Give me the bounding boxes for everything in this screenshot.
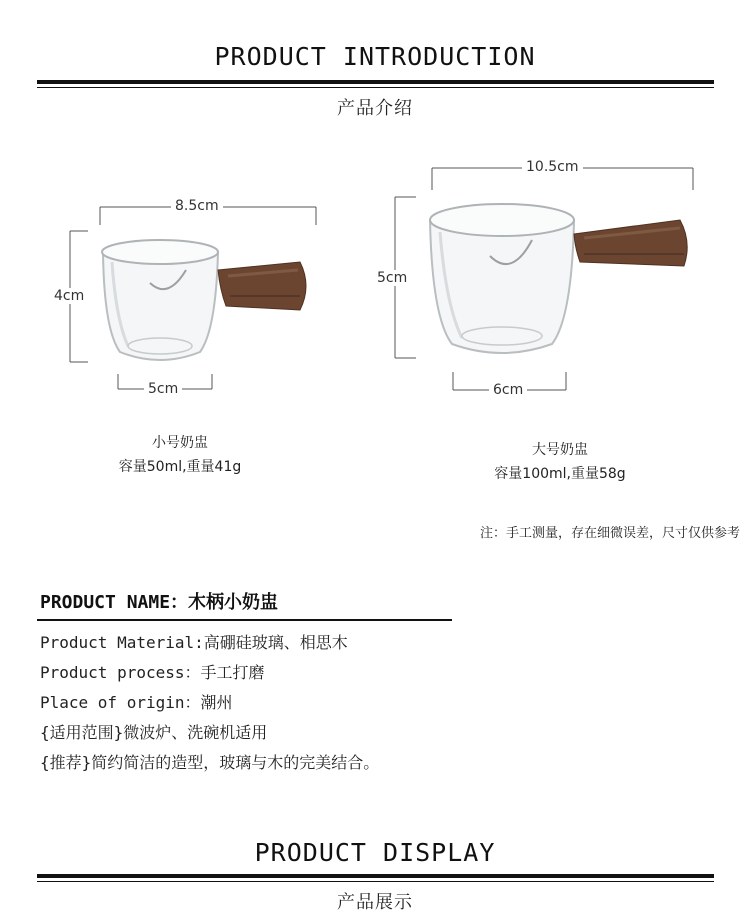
measurement-note: 注：手工测量，存在细微误差，尺寸仅供参考 [479,526,740,541]
product-spec-list [40,628,379,778]
large-width-label: 10.5cm [522,159,583,175]
spec-recommendation: {推荐}简约简洁的造型，玻璃与木的完美结合。 [40,753,380,772]
small-height-label: 4cm [50,288,88,304]
large-height-label: 5cm [373,270,411,286]
small-width-label: 8.5cm [171,198,223,214]
product-name-rule [37,619,452,621]
large-pitcher-caption [460,438,660,486]
spec-material: Product Material:高硼硅玻璃、相思木 [40,633,348,652]
small-pitcher-name: 小号奶盅 [152,435,208,451]
intro-subtitle: 产品介绍 [337,98,413,119]
small-base-label: 5cm [144,381,182,397]
large-wood-handle [574,220,687,266]
display-title: PRODUCT DISPLAY [254,838,496,867]
small-pitcher-spec: 容量50ml,重量41g [118,459,242,475]
large-pitcher-name: 大号奶盅 [532,442,588,458]
large-base-label: 6cm [489,382,527,398]
large-glass-cup [430,204,574,353]
product-name: PRODUCT NAME：木柄小奶盅 [40,592,279,613]
spec-process: Product process：手工打磨 [40,663,265,682]
display-rule-thick [37,874,714,878]
spec-origin: Place of origin：潮州 [40,693,233,712]
spec-usage: {适用范围}微波炉、洗碗机适用 [40,723,268,742]
intro-title: PRODUCT INTRODUCTION [214,42,536,71]
large-pitcher-spec: 容量100ml,重量58g [494,466,626,482]
display-subtitle: 产品展示 [337,892,413,913]
display-rule-thin [37,881,714,882]
